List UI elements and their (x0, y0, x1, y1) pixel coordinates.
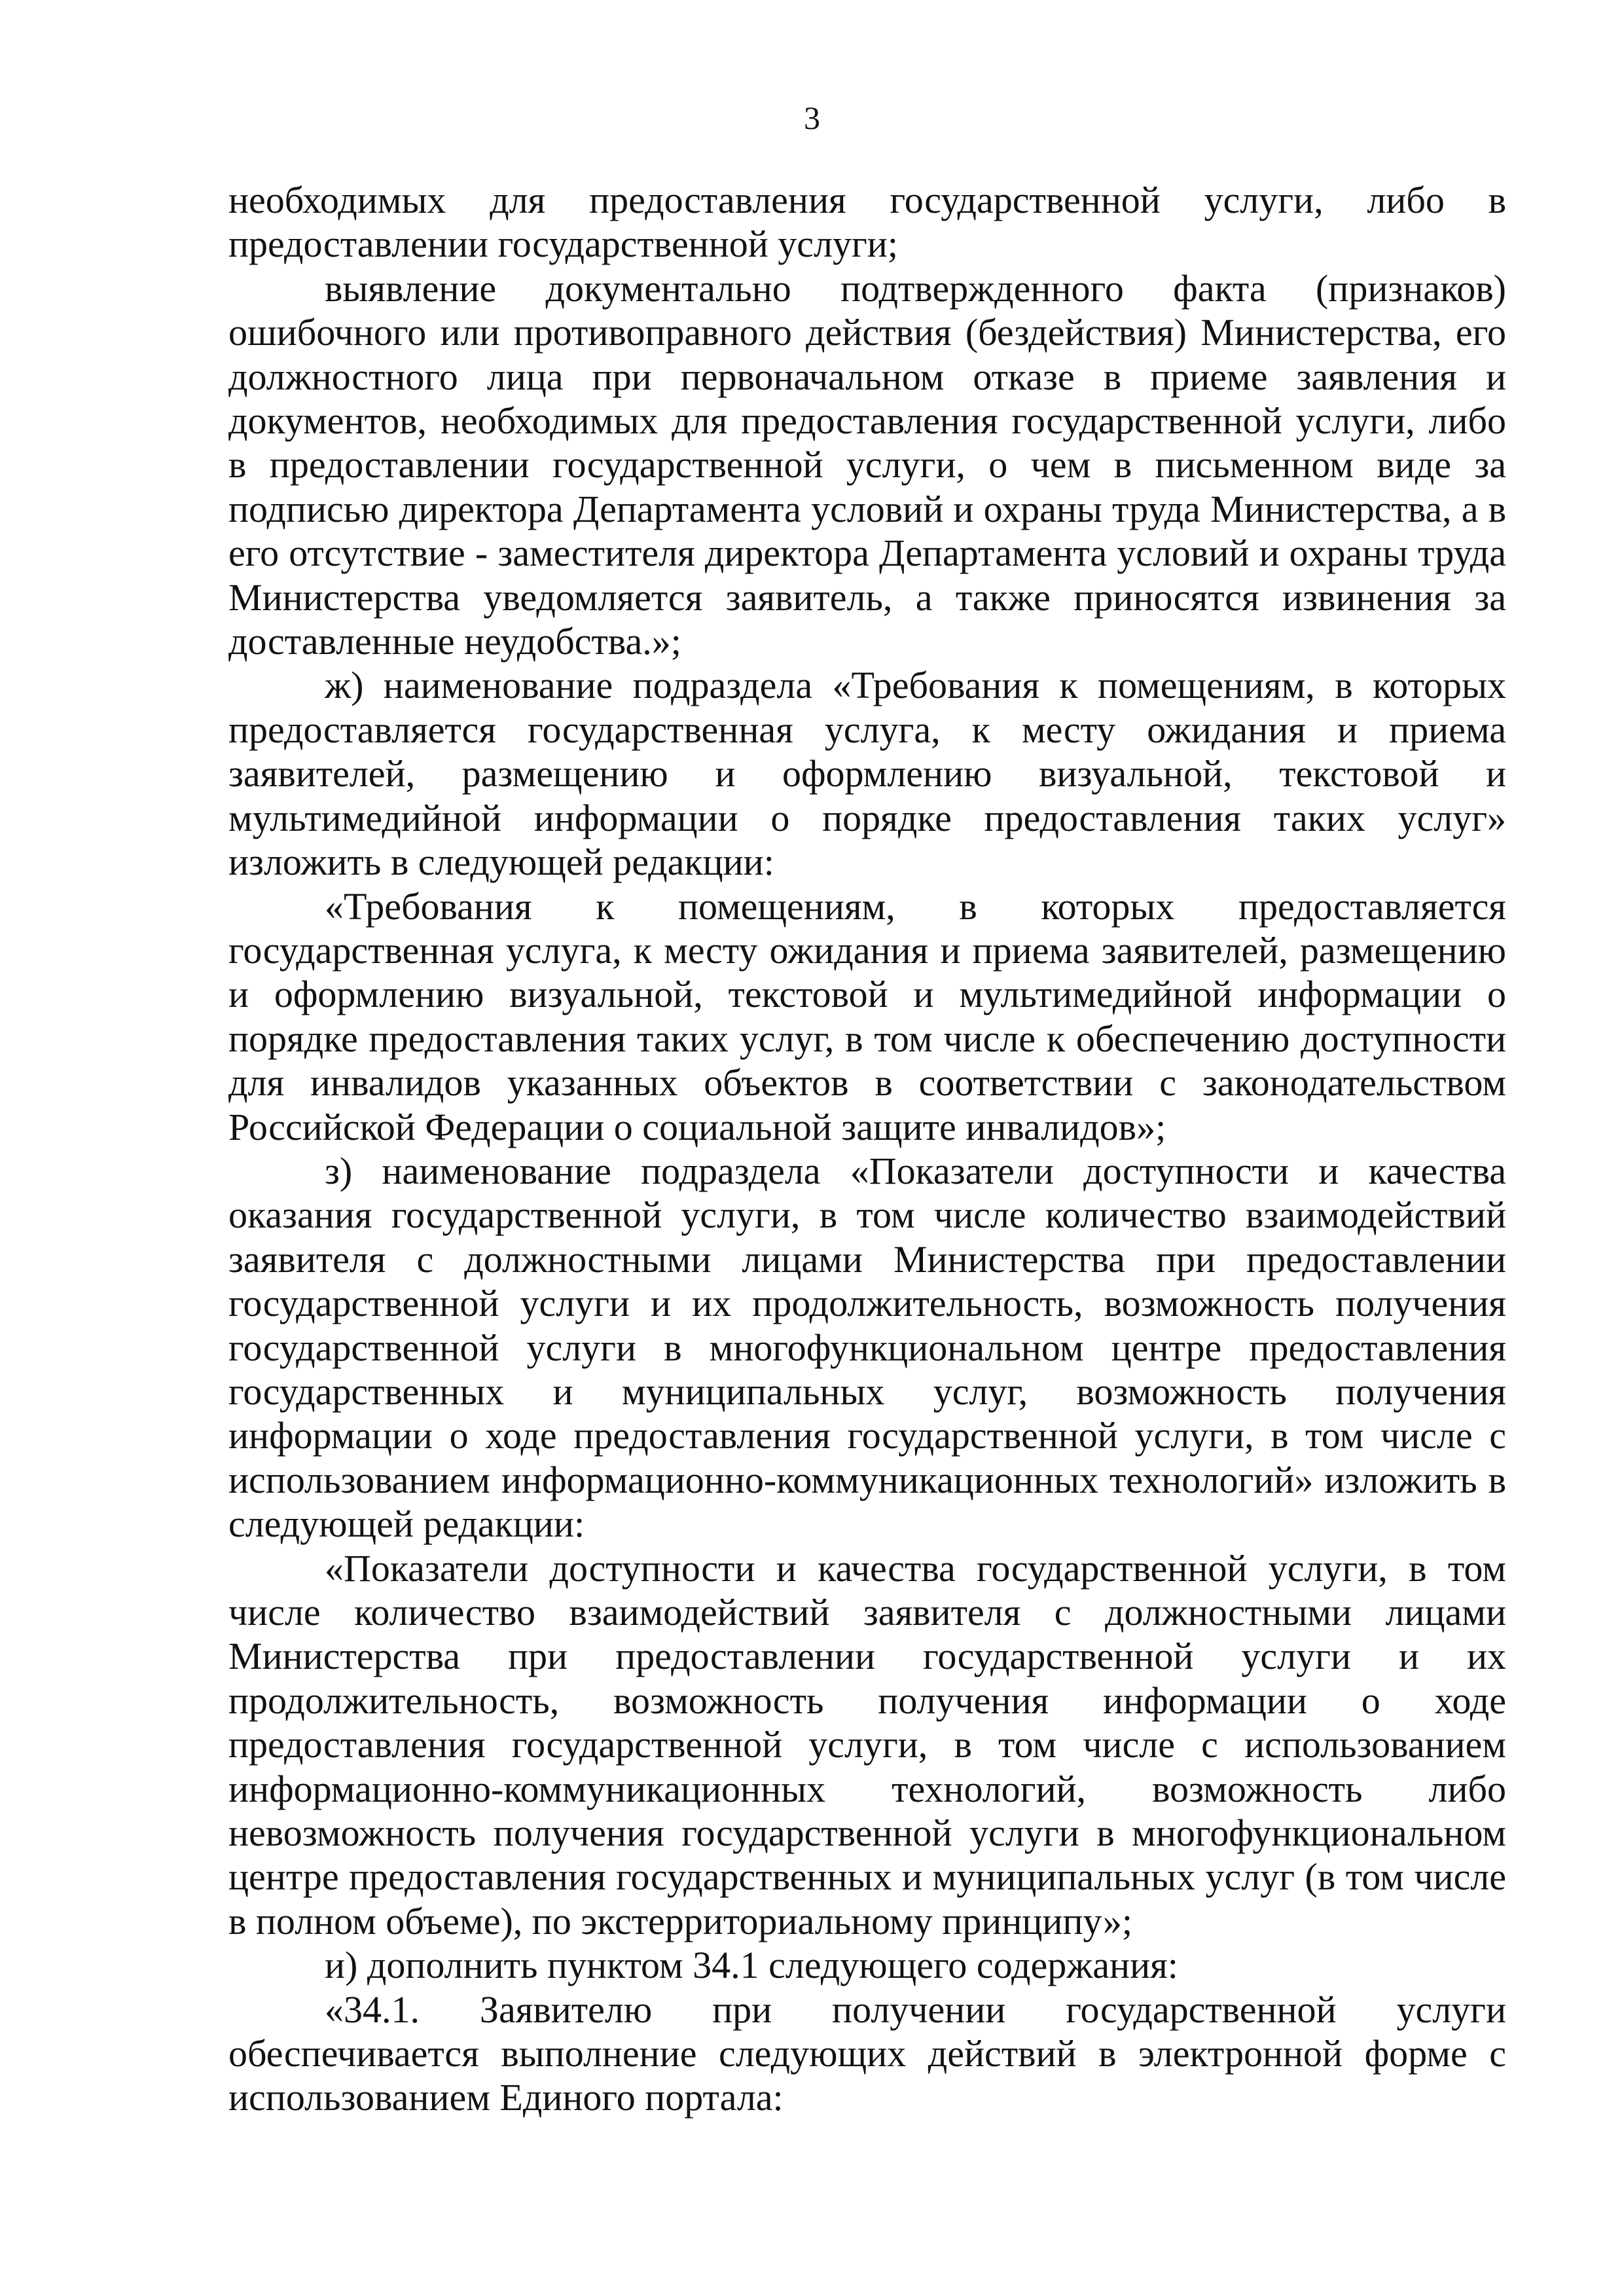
paragraph-zh-premises-subsection: ж) наименование подраздела «Требования к помещениям, в которых предоставляется государственная услуга, к месту ожидания и приема заявителей, размещению и оформлению визуальной, текстовой и мультимедийной информации о порядке предоставления таких услуг» изложить в следующей редакции: (228, 664, 1506, 884)
paragraph-premises-new-title: «Требования к помещениям, в которых предоставляется государственная услуга, к месту ожидания и приема заявителей, размещению и оформлению визуальной, текстовой и мультимедийной информации о порядке предоставления таких услуг, в том числе к обеспечению доступности для инвалидов указанных объектов в соответствии с законодательством Российской Федерации о социальной защите инвалидов»; (228, 884, 1506, 1148)
paragraph-i-add-item: и) дополнить пунктом 34.1 следующего содержания: (325, 1944, 1178, 1987)
paragraph-error-detection: выявление документально подтвержденного факта (признаков) ошибочного или противоправного действия (бездействия) Министерства, его должностного лица при первоначальном отказе в приеме заявления и документов, необходимых для предоставления государственной услуги, либо в предоставлении государственной услуги, о чем в письменном виде за подписью директора Департамента условий и охраны труда Министерства, а в его отсутствие - заместителя директора Департамента условий и охраны труда Министерства уведомляется заявитель, а также приносятся извинения за доставленные неудобства.»; (228, 266, 1506, 663)
page-number: 3 (804, 100, 820, 136)
paragraph-continuation: необходимых для предоставления государственной услуги, либо в предоставлении государственной услуги; (228, 179, 1506, 266)
document-body (228, 178, 1506, 2120)
paragraph-indicators-new-title: «Показатели доступности и качества государственной услуги, в том числе количество взаимодействий заявителя с должностными лицами Министерства при предоставлении государственной услуги и их продолжительность, возможность получения информации о ходе предоставления государственной услуги, в том числе с использованием информационно-коммуникационных технологий, возможность либо невозможность получения государственной услуги в многофункциональном центре предоставления государственных и муниципальных услуг (в том числе в полном объеме), по экстерриториальному принципу»; (228, 1546, 1506, 1942)
paragraph-item-34-1: «34.1. Заявителю при получении государственной услуги обеспечивается выполнение следующих действий в электронной форме с использованием Единого портала: (228, 1988, 1506, 2119)
paragraph-z-indicators-subsection: з) наименование подраздела «Показатели доступности и качества оказания государственной услуги, в том числе количество взаимодействий заявителя с должностными лицами Министерства при предоставлении государственной услуги и их продолжительность, возможность получения государственной услуги в многофункциональном центре предоставления государственных и муниципальных услуг, возможность получения информации о ходе предоставления государственной услуги, в том числе с использованием информационно-коммуникационных технологий» изложить в следующей редакции: (228, 1149, 1506, 1546)
